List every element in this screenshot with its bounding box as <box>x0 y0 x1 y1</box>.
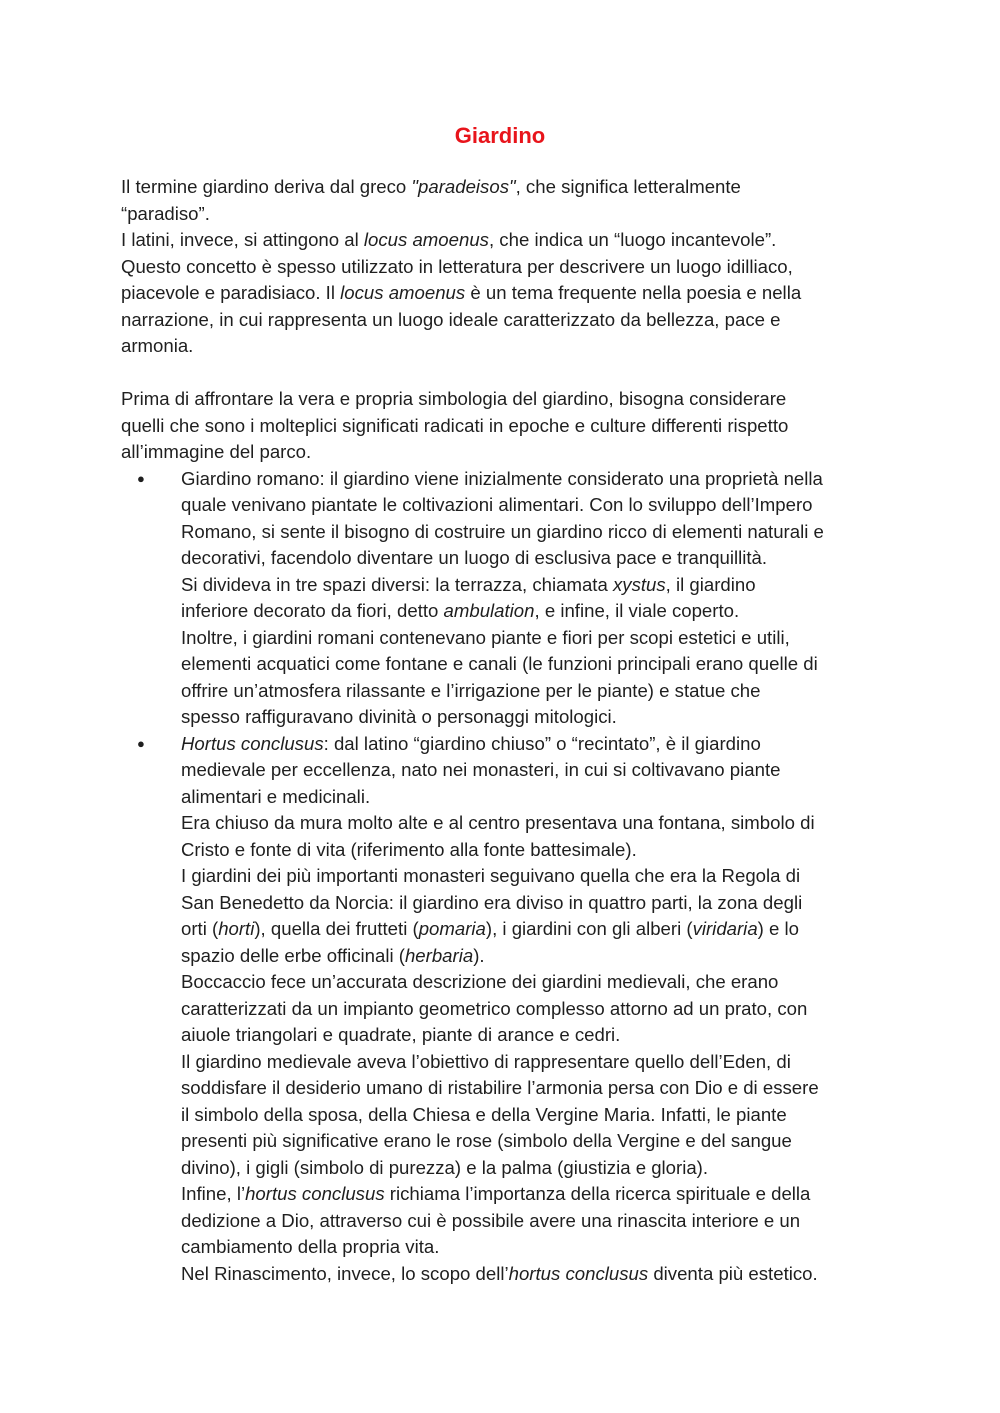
text-line: alimentari e medicinali. <box>181 785 371 807</box>
text-line: Il termine giardino deriva dal greco "paradeisos", che significa letteralmente <box>121 176 741 197</box>
text-line: Inoltre, i giardini romani contenevano piante e fiori per scopi estetici e utili, <box>181 626 790 648</box>
text-line: Il giardino medievale aveva l’obiettivo di rappresentare quello dell’Eden, di <box>181 1050 791 1072</box>
text-line: presenti più significative erano le rose (simbolo della Vergine e del sangue <box>181 1130 792 1151</box>
text-line: Si divideva in tre spazi diversi: la terrazza, chiamata xystus, il giardino <box>181 573 756 595</box>
text-line: inferiore decorato da fiori, detto ambulation, e infine, il viale coperto. <box>181 600 740 621</box>
bullet-icon: ● <box>137 735 145 751</box>
prima-paragraph <box>121 386 891 466</box>
text-line: spazio delle erbe officinali (herbaria). <box>181 944 485 966</box>
text-line: “paradiso”. <box>121 202 210 224</box>
text-line: cambiamento della propria vita. <box>181 1236 440 1257</box>
text-line: Era chiuso da mura molto alte e al centro presentava una fontana, simbolo di <box>181 812 815 833</box>
text-line: offrire un’atmosfera rilassante e l’irrigazione per le piante) e statue che <box>181 679 761 701</box>
text-line: spesso raffiguravano divinità o personaggi mitologici. <box>181 706 617 727</box>
bullet-list <box>121 466 891 1288</box>
text-line: elementi acquatici come fontane e canali (le funzioni principali erano quelle di <box>181 653 818 674</box>
document-body <box>121 174 891 1287</box>
text-line: Giardino romano: il giardino viene inizialmente considerato una proprietà nella <box>181 467 823 489</box>
text-line: Romano, si sente il bisogno di costruire un giardino ricco di elementi naturali e <box>181 520 824 542</box>
list-item-giardino-romano <box>121 466 891 731</box>
text-line: armonia. <box>121 335 194 356</box>
text-line: divino), i gigli (simbolo di purezza) e la palma (giustizia e gloria). <box>181 1156 709 1178</box>
text-line: aiuole triangolari e quadrate, piante di arance e cedri. <box>181 1024 621 1045</box>
text-line: I latini, invece, si attingono al locus amoenus, che indica un “luogo incantevole”. <box>121 229 777 250</box>
list-item-hortus-conclusus <box>121 731 891 1288</box>
text-line: Cristo e fonte di vita (riferimento alla fonte battesimale). <box>181 838 637 860</box>
intro-paragraph <box>121 174 891 360</box>
text-line: Questo concetto è spesso utilizzato in letteratura per descrivere un luogo idilliaco, <box>121 255 793 277</box>
page-title: Giardino <box>454 123 546 148</box>
text-line: decorativi, facendolo diventare un luogo di esclusiva pace e tranquillità. <box>181 547 768 568</box>
text-line: narrazione, in cui rappresenta un luogo ideale caratterizzato da bellezza, pace e <box>121 308 781 330</box>
text-line: medievale per eccellenza, nato nei monasteri, in cui si coltivavano piante <box>181 759 781 780</box>
text-line: il simbolo della sposa, della Chiesa e della Vergine Maria. Infatti, le piante <box>181 1103 787 1125</box>
text-line: quale venivano piantate le coltivazioni alimentari. Con lo sviluppo dell’Impero <box>181 494 813 515</box>
text-line: quelli che sono i molteplici significati radicati in epoche e culture differenti rispetto <box>121 414 789 436</box>
text-line: piacevole e paradisiaco. Il locus amoenus è un tema frequente nella poesia e nella <box>121 282 802 303</box>
text-line: San Benedetto da Norcia: il giardino era diviso in quattro parti, la zona degli <box>181 891 803 913</box>
text-line: Infine, l’hortus conclusus richiama l’importanza della ricerca spirituale e della <box>181 1183 811 1204</box>
text-line: soddisfare il desiderio umano di ristabilire l’armonia persa con Dio e di essere <box>181 1077 819 1098</box>
text-line: all’immagine del parco. <box>121 441 312 462</box>
text-line: I giardini dei più importanti monasteri seguivano quella che era la Regola di <box>181 865 801 886</box>
text-line: Hortus conclusus: dal latino “giardino chiuso” o “recintato”, è il giardino <box>181 732 761 754</box>
bullet-icon: ● <box>137 470 145 486</box>
text-line: dedizione a Dio, attraverso cui è possibile avere una rinascita interiore e un <box>181 1209 801 1231</box>
text-line: Boccaccio fece un’accurata descrizione dei giardini medievali, che erano <box>181 971 779 992</box>
text-line: Prima di affrontare la vera e propria simbologia del giardino, bisogna considerare <box>121 388 787 409</box>
text-line: orti (horti), quella dei frutteti (pomaria), i giardini con gli alberi (viridaria) e lo <box>181 918 800 939</box>
text-line: caratterizzati da un impianto geometrico complesso attorno ad un prato, con <box>181 997 808 1019</box>
text-line: Nel Rinascimento, invece, lo scopo dell’hortus conclusus diventa più estetico. <box>181 1262 818 1284</box>
